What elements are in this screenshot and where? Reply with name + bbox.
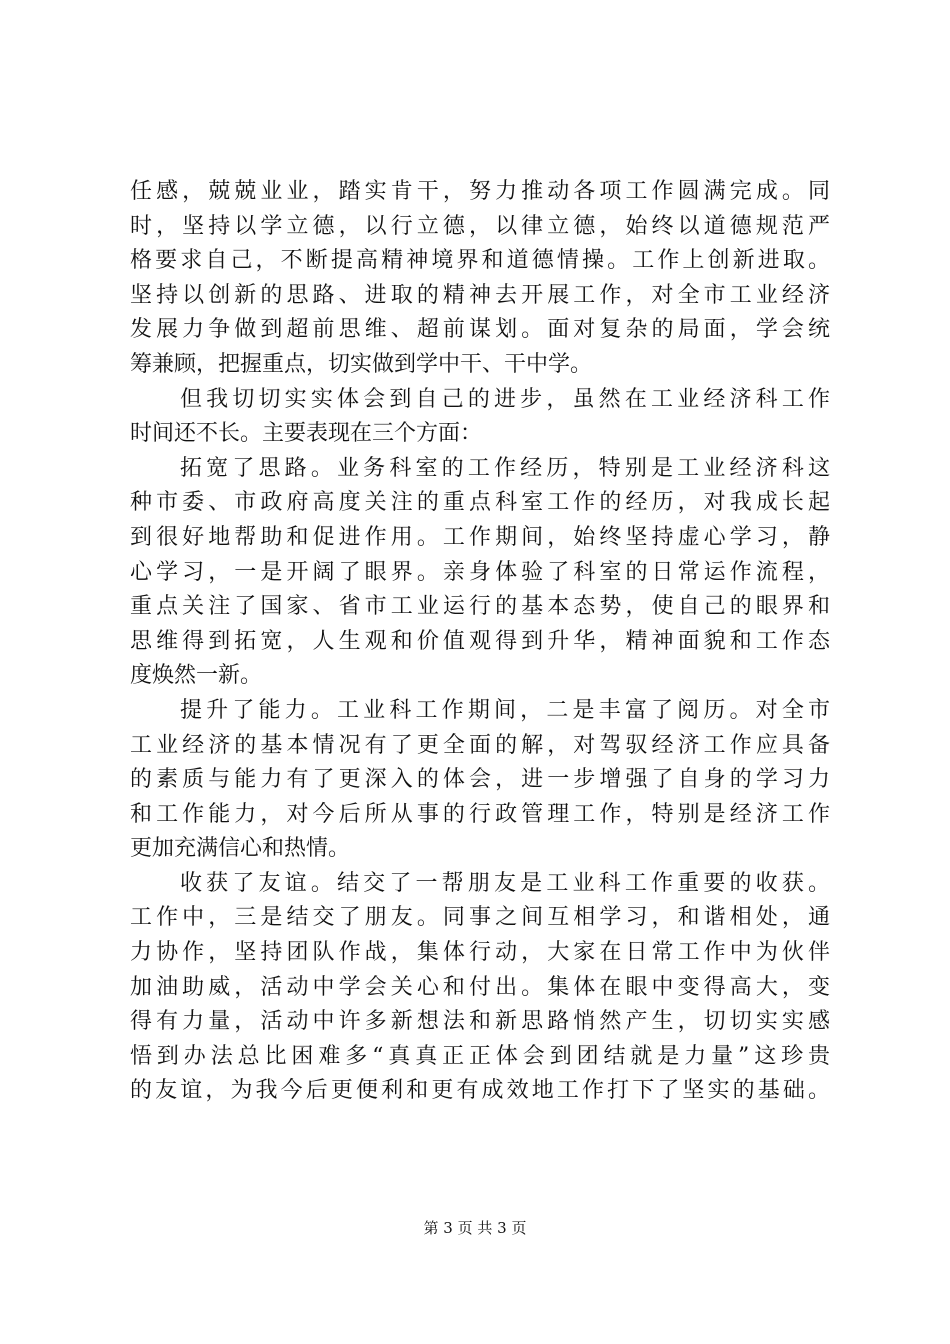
text-line: 更加充满信心和热情。 [130,836,351,862]
text-line: 坚持以创新的思路、进取的精神去开展工作，对全市工业经济 [130,282,830,308]
text-line: 种市委、市政府高度关注的重点科室工作的经历，对我成长起 [130,490,830,516]
text-line: 收获了友谊。结交了一帮朋友是工业科工作重要的收获。 [180,870,830,896]
text-line: 和工作能力，对今后所从事的行政管理工作，特别是经济工作 [130,801,830,827]
text-line: 筹兼顾，把握重点，切实做到学中干、干中学。 [130,351,593,377]
text-line: 时，坚持以学立德，以行立德，以律立德，始终以道德规范严 [130,213,830,239]
text-line: 力协作，坚持团队作战，集体行动，大家在日常工作中为伙伴 [130,940,830,966]
text-line: 工作中，三是结交了朋友。同事之间互相学习，和谐相处，通 [130,905,830,931]
body-text [130,175,830,1109]
text-line: 时间还不长。主要表现在三个方面： [130,421,483,447]
text-line: 心学习，一是开阔了眼界。亲身体验了科室的日常运作流程， [130,559,830,585]
text-line: 的素质与能力有了更深入的体会，进一步增强了自身的学习力 [130,767,830,793]
text-line: 但我切切实实体会到自己的进步，虽然在工业经济科工作 [180,386,830,412]
text-line: 重点关注了国家、省市工业运行的基本态势，使自己的眼界和 [130,594,830,620]
text-line: 思维得到拓宽，人生观和价值观得到升华，精神面貌和工作态 [130,628,830,654]
text-line: 格要求自己，不断提高精神境界和道德情操。工作上创新进取。 [130,248,830,274]
text-line: 发展力争做到超前思维、超前谋划。面对复杂的局面，学会统 [130,317,830,343]
text-line: 的友谊，为我今后更便利和更有成效地工作打下了坚实的基础。 [130,1078,830,1104]
text-line: 到很好地帮助和促进作用。工作期间，始终坚持虚心学习，静 [130,524,830,550]
text-line: 拓宽了思路。业务科室的工作经历，特别是工业经济科这 [180,455,830,481]
text-line: 度焕然一新。 [130,663,263,689]
text-line: 得有力量，活动中许多新想法和新思路悄然产生，切切实实感 [130,1009,830,1035]
page-footer: 第 3 页 共 3 页 [423,1219,527,1237]
text-line: 加油助威，活动中学会关心和付出。集体在眼中变得高大，变 [130,974,830,1000]
text-line: 提升了能力。工业科工作期间，二是丰富了阅历。对全市 [180,697,830,723]
text-line: 工业经济的基本情况有了更全面的解，对驾驭经济工作应具备 [130,732,830,758]
text-line: 悟到办法总比困难多“真真正正体会到团结就是力量”这珍贵 [130,1043,830,1069]
text-line: 任感，兢兢业业，踏实肯干，努力推动各项工作圆满完成。同 [130,179,830,204]
